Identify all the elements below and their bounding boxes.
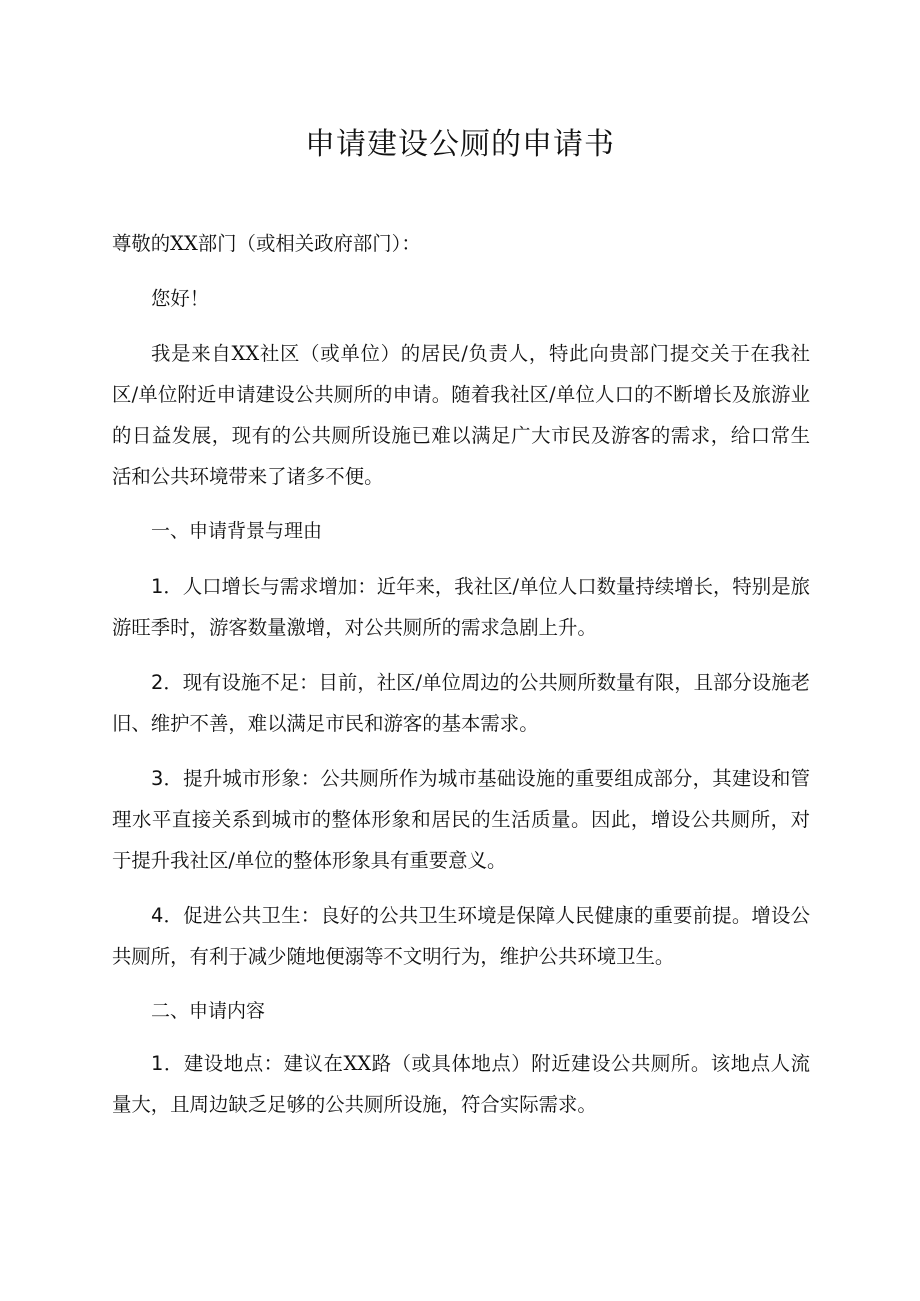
section-1-item-3-number: 3: [151, 767, 164, 790]
section-1-item-4-text: ．促进公共卫生：良好的公共卫生环境是保障人民健康的重要前提。增设公共厕所，有利于减少随地便溺等不文明行为，维护公共环境卫生。: [112, 904, 810, 968]
section-1-heading: 一、申请背景与理由: [151, 520, 323, 542]
section-1-item-1-number: 1: [151, 575, 164, 598]
section-2-heading: 二、申请内容: [151, 1000, 266, 1022]
document-body: [112, 223, 810, 1139]
section-1-item-3-text: ．提升城市形象：公共厕所作为城市基础设施的重要组成部分，其建设和管理水平直接关系到城市的整体形象和居民的生活质量。因此，增设公共厕所，对于提升我社区/单位的整体形象具有重要意义。: [112, 767, 810, 872]
section-1-item-2: [112, 662, 810, 744]
greeting: 您好！: [151, 287, 210, 310]
section-1-item-2-text: ．现有设施不足：目前，社区/单位周边的公共厕所数量有限，且部分设施老旧、维护不善，难以满足市民和游客的基本需求。: [112, 671, 810, 735]
section-2-item-1: [112, 1043, 810, 1125]
section-2-item-1-number: 1: [151, 1052, 164, 1075]
section-1-item-1-text: ．人口增长与需求增加：近年来，我社区/单位人口数量持续增长，特别是旅游旺季时，游客数量激增，对公共厕所的需求急剧上升。: [112, 575, 810, 639]
section-1-item-4-number: 4: [151, 904, 164, 927]
intro-paragraph: 我是来自XX社区（或单位）的居民/负责人，特此向贵部门提交关于在我社区/单位附近申请建设公共厕所的申请。随着我社区/单位人口的不断增长及旅游业的日益发展，现有的公共厕所设施已难以满足广大市民及游客的需求，给口常生活和公共环境带来了诸多不便。: [112, 342, 810, 488]
section-1-item-3: [112, 758, 810, 881]
section-1-item-2-number: 2: [151, 671, 164, 694]
section-1-item-4: [112, 895, 810, 977]
section-2-item-1-text: ．建设地点：建议在XX路（或具体地点）附近建设公共厕所。该地点人流量大，且周边缺乏足够的公共厕所设施，符合实际需求。: [112, 1052, 810, 1116]
salutation: 尊敬的XX部门（或相关政府部门）：: [112, 232, 421, 255]
document-title: 申请建设公厕的申请书: [305, 127, 615, 162]
section-1-item-1: [112, 566, 810, 648]
